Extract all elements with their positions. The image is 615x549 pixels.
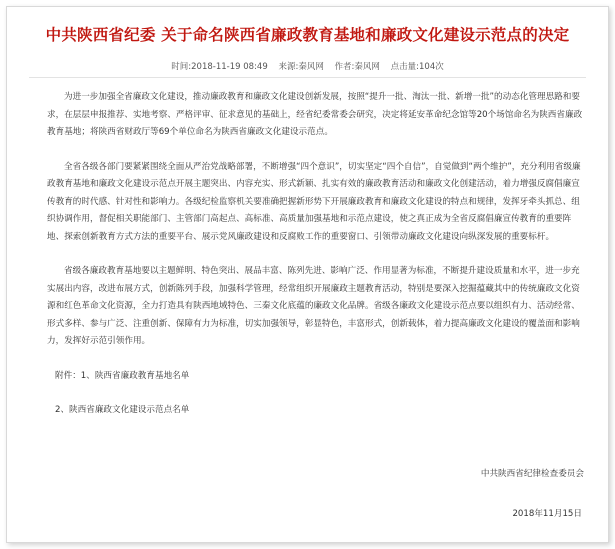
meta-time-label: 时间: <box>171 62 192 72</box>
meta-source-value[interactable]: 秦风网 <box>298 62 324 72</box>
meta-source <box>278 62 323 72</box>
issue-date: 2018年11月15日 <box>512 509 582 519</box>
meta-views-label: 点击量: <box>390 62 419 72</box>
meta-source-label: 来源: <box>278 62 299 72</box>
meta-time <box>171 62 267 72</box>
paragraph-2: 全省各级各部门要紧紧围绕全面从严治党战略部署，不断增强“四个意识”，切实坚定“四个自信”，自觉做到“两个维护”，充分利用省级廉政教育基地和廉政文化建设示范点开展主题突出、内容充实、形式新颖、扎实有效的廉政教育活动和廉政文化创建活动，着力增强反腐倡廉宣传教育的时代感、针对性和影响力。各级纪检监察机关要准确把握新形势下开展廉政教育和廉政文化建设的特点和规律，发挥牙牵头抓总、组织协调作用，督促相关职能部门、主管部门高起点、高标准、高质量加强基地和示范点建设，使之真正成为全省反腐倡廉宣传教育的重要阵地、探索创新教育方式方法的重要平台、展示党风廉政建设和反腐败工作的重要窗口、引领带动廉政文化建设向纵深发展的重要标杆。 <box>47 161 581 242</box>
paragraph-3: 省级各廉政教育基地要以主题鲜明、特色突出、展品丰富、陈列先进、影响广泛、作用显著为标准，不断提升建设质量和水平，进一步充实展出内容，改进布展方式，创新陈列手段，加强科学管理，经常组织开展廉政主题教育活动，特别是要深入挖掘蕴藏其中的传统廉政文化资源和红色革命文化资源，全力打造具有陕西地域特色、三秦文化底蕴的廉政文化品牌。省级各廉政文化建设示范点要以组织有力、活动经常、形式多样、参与广泛、注重创新、保障有力为标准，切实加强领导，彰显特色，丰富形式，创新载体，着力提高廉政文化建设的覆盖面和影响力，发挥好示范引领作用。 <box>47 266 580 346</box>
article-title: 中共陕西省纪委 关于命名陕西省廉政教育基地和廉政文化建设示范点的决定 <box>45 26 570 44</box>
attachment-2[interactable]: 2、陕西省廉政文化建设示范点名单 <box>55 405 190 415</box>
meta-views <box>391 62 444 72</box>
meta-divider <box>29 77 586 78</box>
meta-author-label: 作者: <box>334 62 355 72</box>
article-body <box>47 89 586 420</box>
article-meta <box>7 60 608 72</box>
meta-author-value: 秦风网 <box>354 62 380 72</box>
article-frame <box>6 6 609 543</box>
meta-author <box>335 62 380 72</box>
signature: 中共陕西省纪律检查委员会 <box>480 469 584 479</box>
meta-views-value: 104次 <box>419 62 444 72</box>
paragraph-1: 为进一步加强全省廉政文化建设，推动廉政教育和廉政文化建设创新发展，按照“提升一批、淘汰一批、新增一批”的动态化管理思路和要求，在层层申报推荐、实地考察、严格评审、征求意见的基础上，经省纪委常委会研究，决定将延安革命纪念馆等20个场馆命名为陕西省廉政教育基地；将陕西省财政厅等69个单位命名为陕西省廉政文化建设示范点。 <box>47 92 583 137</box>
meta-time-value: 2018-11-19 08:49 <box>191 62 268 72</box>
attachment-1[interactable]: 附件：1、陕西省廉政教育基地名单 <box>55 370 190 381</box>
